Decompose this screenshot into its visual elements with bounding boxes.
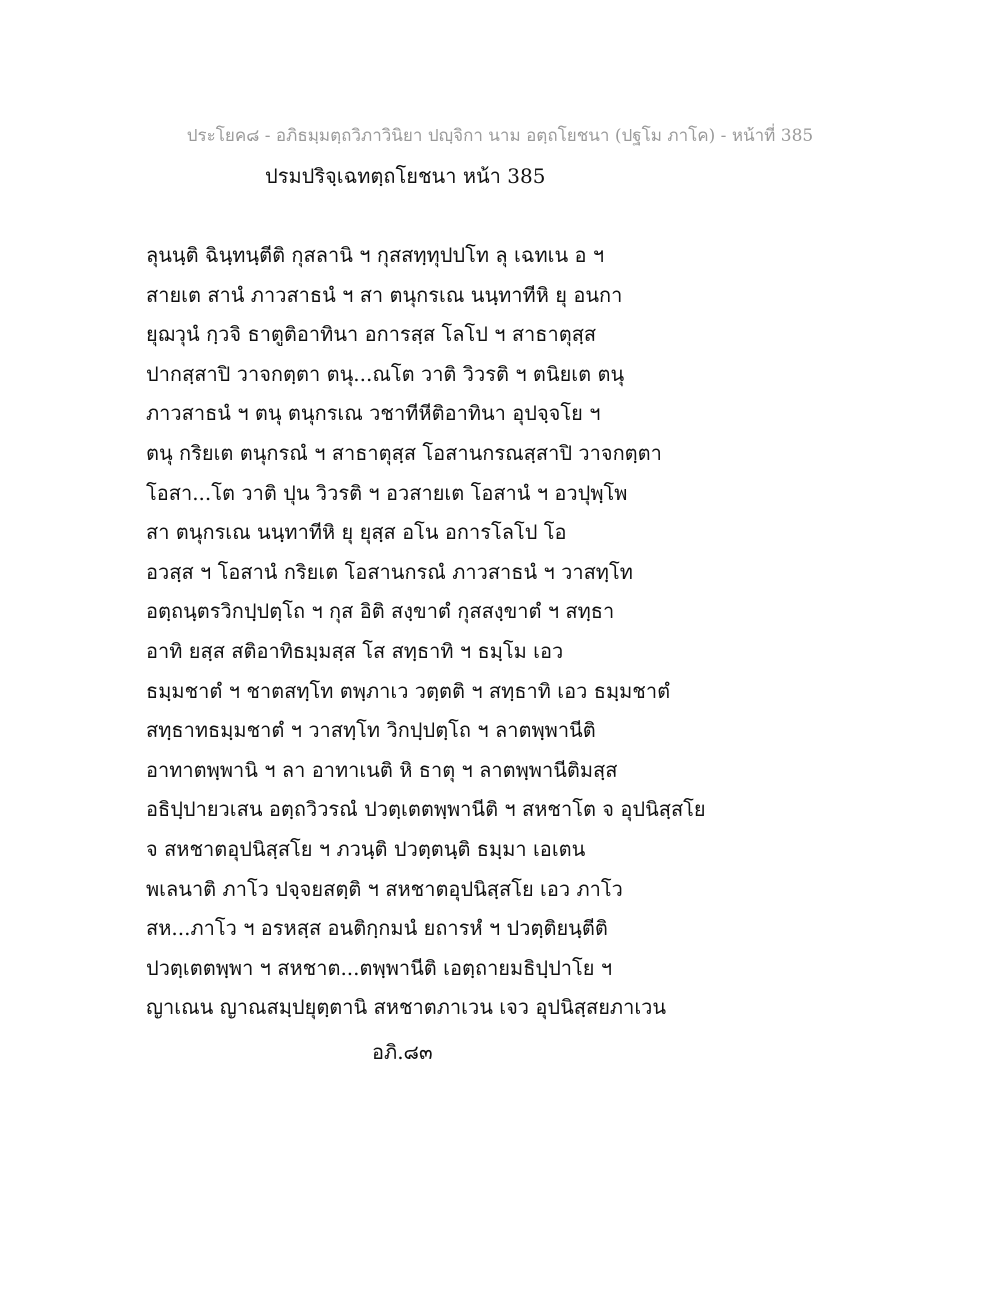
text-line: อธิปฺปายวเสน อตฺถวิวรณํ ปวตฺเตตพฺพานีติ ฯ สหชาโต จ อุปนิสฺสโย bbox=[146, 797, 706, 822]
body-text bbox=[146, 236, 966, 1028]
text-line: ยุฌวุนํ กฺวจิ ธาตูติอาทินา อการสฺส โลโป ฯ สาธาตุสฺส bbox=[146, 322, 597, 347]
text-line: อวสฺส ฯ โอสานํ กริยเต โอสานกรณํ ภาวสาธนํ ฯ วาสทฺโท bbox=[146, 559, 633, 584]
text-line: อตฺถนฺตรวิกปฺปตฺโถ ฯ กุส อิติ สงฺขาตํ กุสสงฺขาตํ ฯ สทฺธา bbox=[146, 599, 615, 624]
text-line: โอสา...โต วาติ ปุน วิวรติ ฯ อวสายเต โอสานํ ฯ อวปุพฺโพ bbox=[146, 480, 628, 505]
text-line: อาทิ ยสฺส สติอาทิธมฺมสฺส โส สทฺธาทิ ฯ ธมฺโม เอว bbox=[146, 638, 564, 663]
text-line: จ สหชาตอุปนิสฺสโย ฯ ภวนฺติ ปวตฺตนฺติ ธมฺมา เอเตน bbox=[146, 836, 586, 861]
text-line: ญาเณน ญาณสมฺปยุตฺตานิ สหชาตภาเวน เจว อุปนิสฺสยภาเวน bbox=[146, 995, 667, 1020]
text-line: สห...ภาโว ฯ อรหสฺส อนติกฺกมนํ ยถารหํ ฯ ปวตฺติยนฺตีติ bbox=[146, 916, 608, 941]
running-title: ประโยค๘ - อภิธมฺมตฺถวิภาวินิยา ปญฺจิกา นาม อตฺถโยชนา (ปฐโม ภาโค) - หน้าที่ 385 bbox=[186, 126, 814, 146]
text-line: สายเต สานํ ภาวสาธนํ ฯ สา ตนุกรเณ นนฺทาทีหิ ยุ อนกา bbox=[146, 282, 623, 307]
page-title: ปรมปริจฺเฉทตฺถโยชนา หน้า 385 bbox=[265, 164, 546, 188]
text-line: ลุนนฺติ ฉินฺทนฺตีติ กุสลานิ ฯ กุสสทฺทุปปโท ลุ เฉทเน อ ฯ bbox=[146, 243, 605, 267]
text-line: ธมฺมชาตํ ฯ ชาตสทฺโท ตพฺภาเว วตฺตติ ฯ สทฺธาทิ เอว ธมฺมชาตํ bbox=[146, 678, 671, 703]
text-line: อาทาตพฺพานิ ฯ ลา อาทาเนติ หิ ธาตุ ฯ ลาตพฺพานีติมสฺส bbox=[146, 757, 618, 782]
text-line: สา ตนุกรเณ นนฺทาทีหิ ยุ ยุสฺส อโน อการโลโป โอ bbox=[146, 520, 567, 545]
running-header bbox=[0, 122, 1000, 149]
text-line: ภาวสาธนํ ฯ ตนุ ตนุกรเณ วชาทีหีติอาทินา อุปจฺจโย ฯ bbox=[146, 401, 601, 426]
text-line: ตนุ กริยเต ตนุกรณํ ฯ สาธาตุสฺส โอสานกรณสฺสาปิ วาจกตฺตา bbox=[146, 440, 662, 465]
text-line: พเลนาติ ภาโว ปจฺจยสตฺติ ฯ สหชาตอุปนิสฺสโย เอว ภาโว bbox=[146, 876, 623, 901]
text-line: สทฺธาทธมฺมชาตํ ฯ วาสทฺโท วิกปฺปตฺโถ ฯ ลาตพฺพานีติ bbox=[146, 718, 596, 743]
page-reference: อภิ.๘๓ bbox=[372, 1040, 433, 1064]
text-line: ปากสฺสาปิ วาจกตฺตา ตนุ...ณโต วาติ วิวรติ ฯ ตนิยเต ตนุ bbox=[146, 361, 625, 386]
text-line: ปวตฺเตตพฺพา ฯ สหชาต...ตพฺพานีติ เอตฺถายมธิปฺปาโย ฯ bbox=[146, 955, 613, 980]
